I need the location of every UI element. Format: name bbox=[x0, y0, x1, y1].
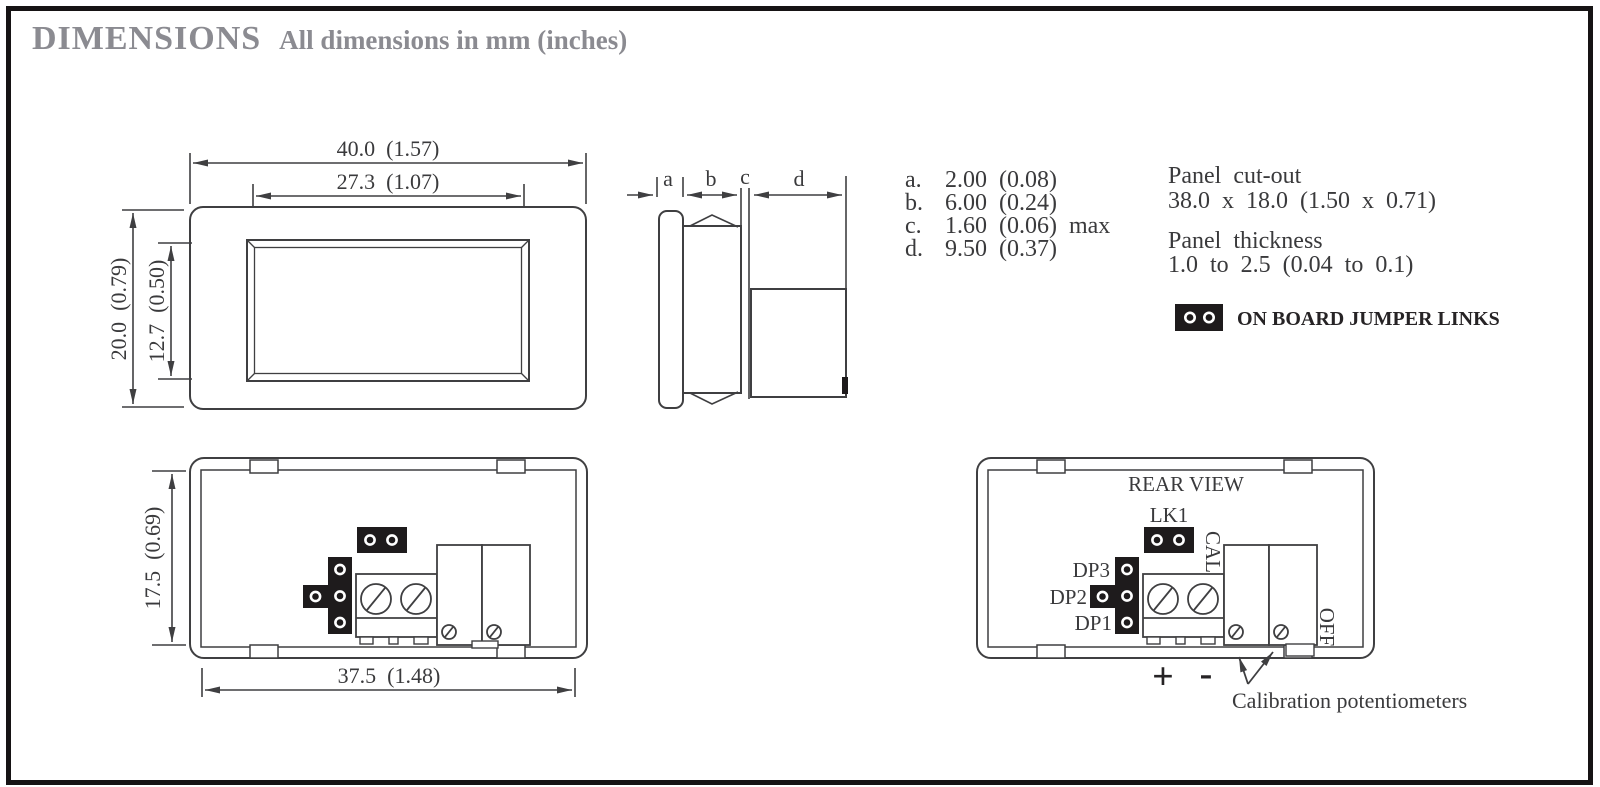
minus-terminal-label: - bbox=[1199, 653, 1213, 695]
panel-thickness-label: Panel thickness bbox=[1168, 228, 1323, 254]
dp3-label: DP3 bbox=[1072, 558, 1110, 582]
legend-key-b: b. bbox=[905, 190, 923, 216]
legend-key-c: c. bbox=[905, 213, 922, 239]
potentiometers bbox=[1224, 545, 1317, 656]
connector-tab bbox=[842, 377, 848, 394]
side-view bbox=[627, 176, 848, 408]
front-display-height-dim: 12.7 (0.50) bbox=[144, 259, 169, 363]
legend-key-d: d. bbox=[905, 236, 923, 262]
side-label-b: b bbox=[705, 166, 717, 191]
panel-cutout-value: 38.0 x 18.0 (1.50 x 0.71) bbox=[1168, 188, 1436, 214]
potentiometers bbox=[437, 545, 530, 648]
display-window-outer bbox=[247, 240, 529, 381]
front-display-width-dim: 27.3 (1.07) bbox=[336, 169, 440, 194]
jumper-links-label: ON BOARD JUMPER LINKS bbox=[1237, 308, 1500, 330]
rear-view-title: REAR VIEW bbox=[1128, 472, 1244, 496]
panel-info bbox=[1168, 163, 1500, 331]
legend-value-a: 2.00 (0.08) bbox=[945, 167, 1057, 193]
panel-lines bbox=[741, 188, 749, 399]
bottom-view-height-dim: 17.5 (0.69) bbox=[140, 506, 165, 610]
page-title: DIMENSIONS bbox=[32, 20, 262, 57]
jumper-link-icon bbox=[1175, 304, 1223, 331]
front-outer-width-dim: 40.0 (1.57) bbox=[336, 136, 440, 161]
legend-value-d: 9.50 (0.37) bbox=[945, 236, 1057, 262]
dp2-label: DP2 bbox=[1049, 585, 1087, 609]
dp2-jumper-arm bbox=[1090, 585, 1115, 608]
plus-terminal-label: + bbox=[1152, 656, 1174, 698]
side-label-a: a bbox=[663, 166, 673, 191]
side-body bbox=[683, 226, 741, 393]
legend-value-b: 6.00 (0.24) bbox=[945, 190, 1057, 216]
side-bezel bbox=[659, 211, 683, 408]
calibration-caption: Calibration potentiometers bbox=[1232, 688, 1468, 713]
front-outer-height-dim: 20.0 (0.79) bbox=[106, 257, 131, 361]
rear-connector-block bbox=[751, 289, 846, 397]
side-label-d: d bbox=[793, 166, 805, 191]
terminal-block bbox=[356, 574, 437, 644]
dp1-label: DP1 bbox=[1074, 611, 1112, 635]
display-window-bevels bbox=[247, 240, 529, 381]
panel-thickness-value: 1.0 to 2.5 (0.04 to 0.1) bbox=[1168, 252, 1414, 278]
bottom-view-width-dim: 37.5 (1.48) bbox=[337, 663, 441, 688]
rear-view-dimensioned bbox=[152, 458, 587, 697]
legend-key-a: a. bbox=[905, 167, 922, 193]
section-header bbox=[32, 20, 627, 58]
terminal-block bbox=[1143, 574, 1224, 644]
caption-arrows bbox=[1239, 652, 1273, 684]
lk1-label: LK1 bbox=[1149, 503, 1189, 527]
display-window-inner bbox=[255, 248, 522, 374]
panel-cutout-label: Panel cut-out bbox=[1168, 163, 1302, 189]
cal-label: CAL bbox=[1201, 531, 1225, 573]
side-label-c: c bbox=[740, 164, 750, 189]
legend-value-c: 1.60 (0.06) max bbox=[945, 213, 1111, 239]
page-subtitle: All dimensions in mm (inches) bbox=[279, 25, 628, 55]
off-label: OFF bbox=[1315, 607, 1339, 647]
dp-jumper-strip bbox=[1115, 557, 1139, 634]
side-dim-legend bbox=[905, 167, 1110, 262]
